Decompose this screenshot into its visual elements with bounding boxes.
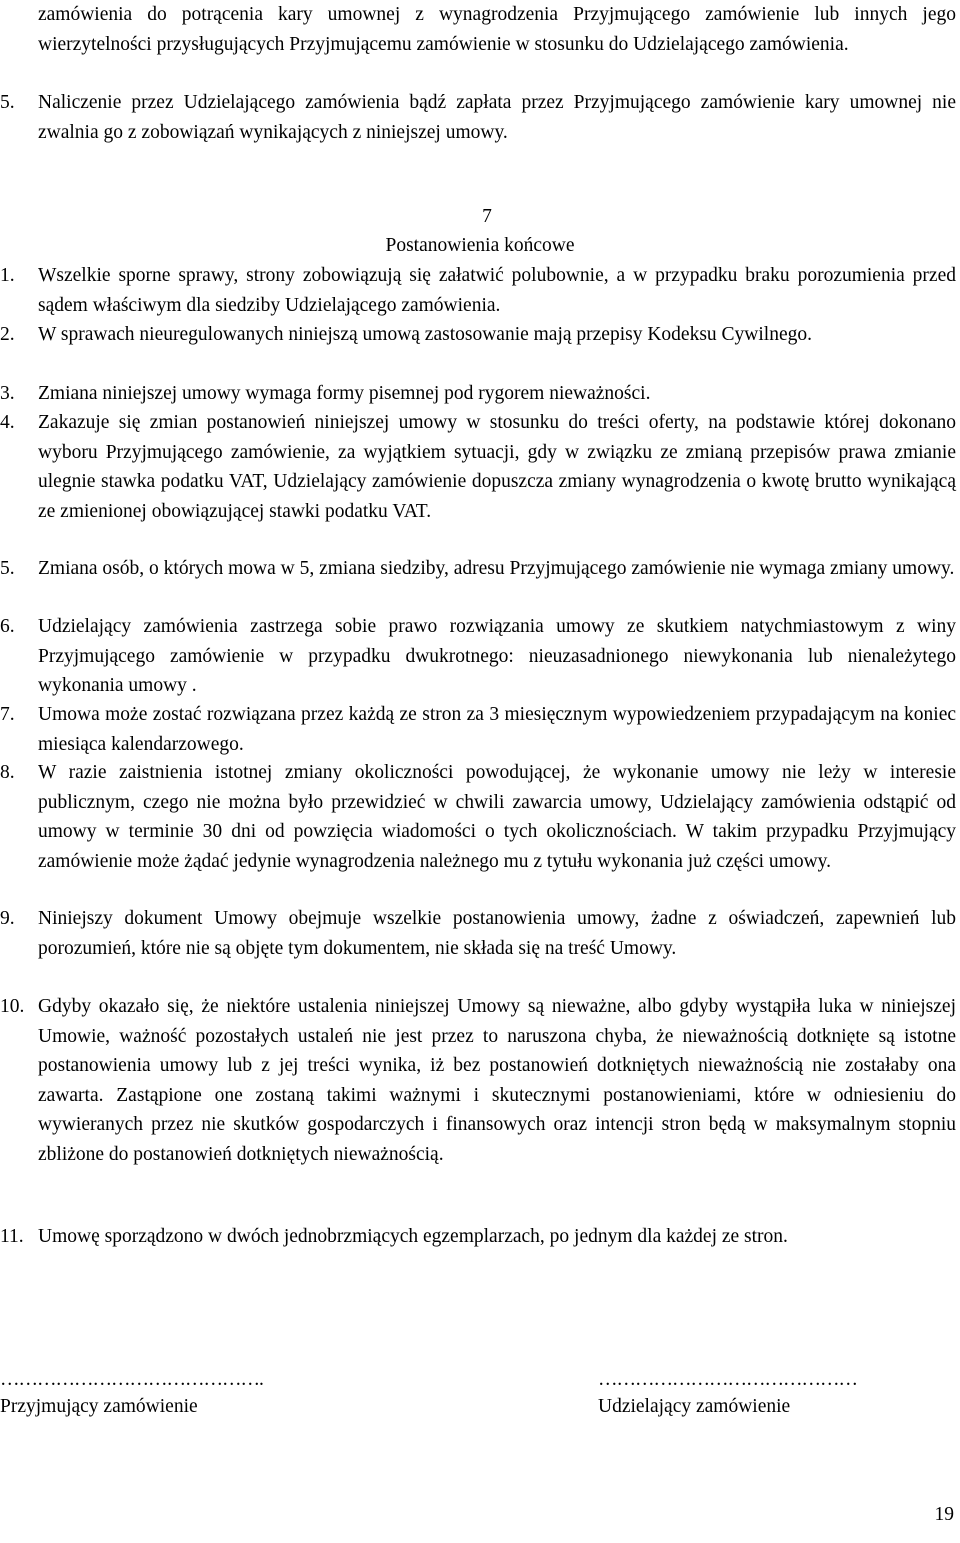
item-text: W razie zaistnienia istotnej zmiany okoliczności powodującej, że wykonanie umowy nie leży w interesie publicznym, czego nie można było przewidzieć w chwili zawarcia umowy, Udzielający zamówienia odstąpić od umowy w terminie 30 dni od powzięcia wiadomości o tych okolicznościach. W takim przypadku Przyjmujący zamówienie może żądać jedynie wynagrodzenia należnego mu z tytułu wykonania już części umowy.: [38, 762, 956, 872]
item-number: 7.: [0, 704, 15, 725]
item-text: Umowę sporządzono w dwóch jednobrzmiących egzemplarzach, po jednym dla każdej ze stron.: [38, 1226, 788, 1247]
section-title: Postanowienia końcowe: [385, 235, 575, 256]
item-number: 1.: [0, 265, 15, 286]
item-text: Wszelkie sporne sprawy, strony zobowiązują się załatwić polubownie, a w przypadku braku porozumienia przed sądem właściwym dla siedziby Udzielającego zamówienia.: [38, 265, 956, 316]
item-number: 4.: [0, 412, 15, 433]
left-signature-line: …………………………………….: [0, 1369, 263, 1390]
item-text: Udzielający zamówienia zastrzega sobie prawo rozwiązania umowy ze skutkiem natychmiastowym z winy Przyjmującego zamówienie w przypadku dwukrotnego: nieuzasadnionego niewykonania lub nienależytego wykonania umowy .: [38, 616, 956, 696]
item-number: 9.: [0, 908, 15, 929]
item-text: Zakazuje się zmian postanowień niniejszej umowy w stosunku do treści oferty, na podstawie której dokonano wyboru Przyjmującego zamówienie, za wyjątkiem sytuacji, gdy w związku ze zmianą przepisów prawa zmianie ulegnie stawka podatku VAT, Udzielający zamówienie dopuszcza zmiany wynagrodzenia o kwotę brutto wynikającą ze zmienionej obowiązującej stawki podatku VAT.: [38, 412, 956, 522]
intro-continuation: zamówienia do potrącenia kary umownej z wynagrodzenia Przyjmującego zamówienie lub innych jego wierzytelności przysługujących Przyjmującemu zamówienie w stosunku do Udzielającego zamówienia.: [38, 4, 956, 55]
item-number: 10.: [0, 996, 25, 1017]
item-text: Umowa może zostać rozwiązana przez każdą ze stron za 3 miesięcznym wypowiedzeniem przypadającym na koniec miesiąca kalendarzowego.: [38, 704, 956, 755]
item-number: 3.: [0, 383, 15, 404]
item-text: Niniejszy dokument Umowy obejmuje wszelkie postanowienia umowy, żadne z oświadczeń, zapewnień lub porozumień, które nie są objęte tym dokumentem, nie składa się na treść Umowy.: [38, 908, 956, 959]
item-number: 2.: [0, 324, 15, 345]
item-number: 6.: [0, 616, 15, 637]
item-number: 5.: [0, 558, 15, 579]
right-signature-line: ……………………………………: [598, 1369, 857, 1390]
section-number: 7: [482, 206, 492, 227]
item-number: 8.: [0, 762, 15, 783]
right-signature-label: Udzielający zamówienie: [598, 1396, 791, 1417]
item-text: W sprawach nieuregulowanych niniejszą umową zastosowanie mają przepisy Kodeksu Cywilnego.: [38, 324, 813, 345]
page-number: 19: [934, 1504, 954, 1525]
prev-item-number: 5.: [0, 92, 15, 113]
item-text: Zmiana niniejszej umowy wymaga formy pisemnej pod rygorem nieważności.: [38, 383, 651, 404]
item-text: Zmiana osób, o których mowa w 5, zmiana siedziby, adresu Przyjmującego zamówienie nie wymaga zmiany umowy.: [38, 558, 955, 579]
left-signature-label: Przyjmujący zamówienie: [0, 1396, 198, 1417]
prev-item-text: Naliczenie przez Udzielającego zamówienia bądź zapłata przez Przyjmującego zamówienie kary umownej nie zwalnia go z zobowiązań wynikających z niniejszej umowy.: [38, 92, 956, 143]
item-text: Gdyby okazało się, że niektóre ustalenia niniejszej Umowy są nieważne, albo gdyby wystąpiła luka w niniejszej Umowie, ważność pozostałych ustaleń nie jest przez to naruszona chyba, że nieważnością dotknięte są istotne postanowienia umowy lub z jej treści wynika, iż bez postanowień dotkniętych nieważnością nie zostałaby ona zawarta. Zastąpione one zostaną takimi ważnymi i skutecznymi postanowieniami, które w odniesieniu do wywieranych przez nie skutków gospodarczych i finansowych oraz intencji stron będą w maksymalnym stopniu zbliżone do postanowień dotkniętych nieważnością.: [38, 996, 956, 1165]
item-number: 11.: [0, 1226, 24, 1247]
